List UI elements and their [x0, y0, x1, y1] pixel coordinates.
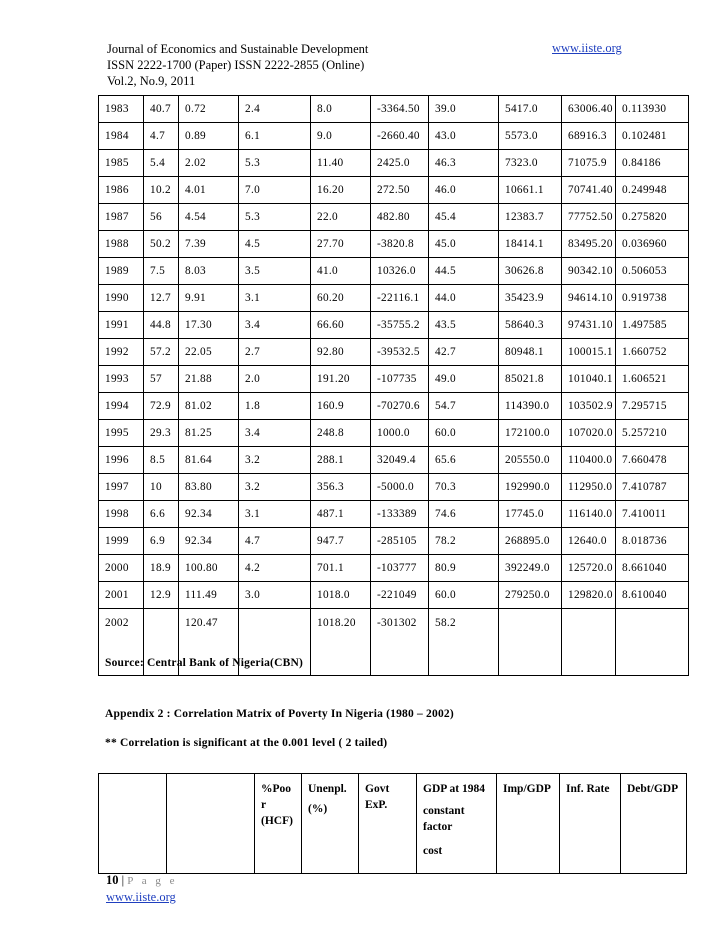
table-cell: 57.2 — [144, 339, 179, 366]
table-cell: 49.0 — [429, 366, 499, 393]
table-cell: 83.80 — [179, 474, 239, 501]
table-cell: 1998 — [99, 501, 144, 528]
table-cell: 16.20 — [311, 177, 371, 204]
table-cell: 0.036960 — [616, 231, 689, 258]
table-cell: 114390.0 — [499, 393, 562, 420]
table-row — [99, 555, 689, 582]
table-cell: 77752.50 — [562, 204, 616, 231]
appendix-title: Appendix 2 : Correlation Matrix of Poverty In Nigeria (1980 – 2002) — [105, 708, 454, 720]
table-cell: 54.7 — [429, 393, 499, 420]
table-row — [99, 339, 689, 366]
table-cell: 12383.7 — [499, 204, 562, 231]
table-cell: 3.0 — [239, 582, 311, 609]
table-cell: 92.80 — [311, 339, 371, 366]
table-cell: 5.4 — [144, 150, 179, 177]
corr-empty-cell — [167, 774, 255, 874]
table-cell: -133389 — [371, 501, 429, 528]
table-row — [99, 204, 689, 231]
table-cell: 1.497585 — [616, 312, 689, 339]
table-cell — [616, 609, 689, 676]
table-cell: 268895.0 — [499, 528, 562, 555]
table-cell: 3.2 — [239, 474, 311, 501]
table-row — [99, 393, 689, 420]
table-cell: 0.275820 — [616, 204, 689, 231]
table-cell: 0.113930 — [616, 96, 689, 123]
source-note: Source: Central Bank of Nigeria(CBN) — [105, 657, 303, 669]
table-cell: 29.3 — [144, 420, 179, 447]
table-cell: 1018.20 — [311, 609, 371, 676]
table-cell: 4.7 — [144, 123, 179, 150]
table-cell: 0.249948 — [616, 177, 689, 204]
table-cell: 3.5 — [239, 258, 311, 285]
table-cell: 60.20 — [311, 285, 371, 312]
table-cell: 46.0 — [429, 177, 499, 204]
table-cell: 1997 — [99, 474, 144, 501]
table-cell: 248.8 — [311, 420, 371, 447]
table-cell: 1995 — [99, 420, 144, 447]
table-cell: 7.0 — [239, 177, 311, 204]
table-cell: 81.25 — [179, 420, 239, 447]
table-cell: 279250.0 — [499, 582, 562, 609]
table-cell: 12640.0 — [562, 528, 616, 555]
table-cell: 1989 — [99, 258, 144, 285]
table-cell: 2.0 — [239, 366, 311, 393]
table-cell: 8.018736 — [616, 528, 689, 555]
table-cell: 58.2 — [429, 609, 499, 676]
table-cell: 2.4 — [239, 96, 311, 123]
table-cell: 44.5 — [429, 258, 499, 285]
table-cell: 2002 — [99, 609, 144, 676]
table-cell: 5.257210 — [616, 420, 689, 447]
table-cell: 4.7 — [239, 528, 311, 555]
correlation-header-row — [99, 774, 687, 874]
table-cell: 1.660752 — [616, 339, 689, 366]
table-cell: 1.8 — [239, 393, 311, 420]
table-cell: 487.1 — [311, 501, 371, 528]
table-cell: 97431.10 — [562, 312, 616, 339]
table-cell: 172100.0 — [499, 420, 562, 447]
table-cell: 60.0 — [429, 420, 499, 447]
table-cell: 4.01 — [179, 177, 239, 204]
table-cell: 6.6 — [144, 501, 179, 528]
table-cell: 1994 — [99, 393, 144, 420]
corr-header-inf-rate: Inf. Rate — [560, 774, 621, 874]
table-cell: -70270.6 — [371, 393, 429, 420]
journal-header — [107, 41, 368, 89]
corr-header-unemployment: Unenpl. (%) — [302, 774, 359, 874]
table-cell: 72.9 — [144, 393, 179, 420]
table-cell: 22.05 — [179, 339, 239, 366]
corr-header-poverty: %Poo r (HCF) — [255, 774, 302, 874]
table-cell: 356.3 — [311, 474, 371, 501]
table-cell — [562, 609, 616, 676]
table-cell: 3.1 — [239, 285, 311, 312]
table-cell: 125720.0 — [562, 555, 616, 582]
table-cell: 205550.0 — [499, 447, 562, 474]
table-cell: 12.9 — [144, 582, 179, 609]
table-cell: 80948.1 — [499, 339, 562, 366]
table-cell: 2425.0 — [371, 150, 429, 177]
table-cell: 1.606521 — [616, 366, 689, 393]
table-row — [99, 420, 689, 447]
page-label: P a g e — [127, 875, 178, 887]
table-cell: 11.40 — [311, 150, 371, 177]
table-cell: 2.7 — [239, 339, 311, 366]
table-cell: 1991 — [99, 312, 144, 339]
table-cell: 18.9 — [144, 555, 179, 582]
table-cell: 30626.8 — [499, 258, 562, 285]
volume-line: Vol.2, No.9, 2011 — [107, 74, 196, 88]
table-cell: 41.0 — [311, 258, 371, 285]
table-cell: -103777 — [371, 555, 429, 582]
table-cell: 83495.20 — [562, 231, 616, 258]
table-cell: 100.80 — [179, 555, 239, 582]
table-cell: 50.2 — [144, 231, 179, 258]
table-cell: 43.5 — [429, 312, 499, 339]
table-cell: 288.1 — [311, 447, 371, 474]
table-cell: 110400.0 — [562, 447, 616, 474]
header-website-link[interactable]: www.iiste.org — [552, 41, 622, 55]
table-cell: 9.91 — [179, 285, 239, 312]
table-cell: 81.64 — [179, 447, 239, 474]
table-cell: 18414.1 — [499, 231, 562, 258]
table-cell: 5417.0 — [499, 96, 562, 123]
table-cell: -107735 — [371, 366, 429, 393]
table-cell: 7.295715 — [616, 393, 689, 420]
table-cell: 2.02 — [179, 150, 239, 177]
table-cell: -285105 — [371, 528, 429, 555]
table-cell: 57 — [144, 366, 179, 393]
table-cell: 2000 — [99, 555, 144, 582]
table-cell: 4.54 — [179, 204, 239, 231]
table-cell: -39532.5 — [371, 339, 429, 366]
table-cell: 12.7 — [144, 285, 179, 312]
table-cell: 32049.4 — [371, 447, 429, 474]
table-cell: 10 — [144, 474, 179, 501]
table-cell: 21.88 — [179, 366, 239, 393]
corr-header-debt-gdp: Debt/GDP — [621, 774, 687, 874]
table-cell: 46.3 — [429, 150, 499, 177]
table-cell: 101040.1 — [562, 366, 616, 393]
table-cell: 7.5 — [144, 258, 179, 285]
table-cell: 85021.8 — [499, 366, 562, 393]
table-cell: -2660.40 — [371, 123, 429, 150]
table-cell: 0.102481 — [616, 123, 689, 150]
table-cell: 78.2 — [429, 528, 499, 555]
table-cell: 71075.9 — [562, 150, 616, 177]
table-cell: 0.84186 — [616, 150, 689, 177]
table-cell: 111.49 — [179, 582, 239, 609]
table-row — [99, 528, 689, 555]
table-cell: 0.72 — [179, 96, 239, 123]
table-row — [99, 366, 689, 393]
table-cell: 7.410787 — [616, 474, 689, 501]
table-cell: 192990.0 — [499, 474, 562, 501]
table-cell: 3.1 — [239, 501, 311, 528]
table-row — [99, 501, 689, 528]
table-cell: 27.70 — [311, 231, 371, 258]
table-cell: 92.34 — [179, 528, 239, 555]
table-cell: 39.0 — [429, 96, 499, 123]
data-table — [98, 95, 689, 676]
table-cell: 8.03 — [179, 258, 239, 285]
table-cell: 3.2 — [239, 447, 311, 474]
table-cell: 1987 — [99, 204, 144, 231]
table-cell: -301302 — [371, 609, 429, 676]
table-cell: -22116.1 — [371, 285, 429, 312]
table-cell: 701.1 — [311, 555, 371, 582]
table-cell: -35755.2 — [371, 312, 429, 339]
footer-separator: | — [118, 873, 128, 887]
table-cell: -3364.50 — [371, 96, 429, 123]
footer-website-link[interactable]: www.iiste.org — [106, 890, 176, 904]
corr-header-imp-gdp: Imp/GDP — [497, 774, 560, 874]
table-cell: 10326.0 — [371, 258, 429, 285]
table-cell: -3820.8 — [371, 231, 429, 258]
table-cell: 8.5 — [144, 447, 179, 474]
table-row — [99, 285, 689, 312]
table-cell: 103502.9 — [562, 393, 616, 420]
table-cell: 1986 — [99, 177, 144, 204]
table-row — [99, 123, 689, 150]
table-cell: 3.4 — [239, 420, 311, 447]
table-cell: 90342.10 — [562, 258, 616, 285]
table-cell: 68916.3 — [562, 123, 616, 150]
table-cell: 7.660478 — [616, 447, 689, 474]
table-cell: 8.661040 — [616, 555, 689, 582]
table-cell: 1000.0 — [371, 420, 429, 447]
table-cell: 56 — [144, 204, 179, 231]
table-cell — [499, 609, 562, 676]
table-cell: 6.1 — [239, 123, 311, 150]
table-cell: 70.3 — [429, 474, 499, 501]
table-cell: 63006.40 — [562, 96, 616, 123]
table-row — [99, 474, 689, 501]
table-cell: 10661.1 — [499, 177, 562, 204]
corr-header-gdp: GDP at 1984 constant factor cost — [417, 774, 497, 874]
table-cell: 1999 — [99, 528, 144, 555]
table-cell: 3.4 — [239, 312, 311, 339]
correlation-table — [98, 773, 687, 874]
table-cell: 35423.9 — [499, 285, 562, 312]
table-row — [99, 177, 689, 204]
significance-note: ** Correlation is significant at the 0.001 level ( 2 tailed) — [105, 737, 388, 749]
table-cell: 44.0 — [429, 285, 499, 312]
table-cell: 5.3 — [239, 204, 311, 231]
table-cell: 17745.0 — [499, 501, 562, 528]
table-cell: 0.89 — [179, 123, 239, 150]
corr-header-govt-expenditure: Govt ExP. — [359, 774, 417, 874]
journal-title: Journal of Economics and Sustainable Development — [107, 42, 369, 56]
table-cell: 74.6 — [429, 501, 499, 528]
page-footer — [106, 872, 178, 905]
table-cell: 7323.0 — [499, 150, 562, 177]
table-cell: 1983 — [99, 96, 144, 123]
table-cell: 58640.3 — [499, 312, 562, 339]
table-cell: 1990 — [99, 285, 144, 312]
table-cell: 116140.0 — [562, 501, 616, 528]
table-cell: 7.39 — [179, 231, 239, 258]
table-cell: 1984 — [99, 123, 144, 150]
table-cell: 160.9 — [311, 393, 371, 420]
table-cell: -5000.0 — [371, 474, 429, 501]
table-cell: 2001 — [99, 582, 144, 609]
table-cell: 8.610040 — [616, 582, 689, 609]
table-cell: 129820.0 — [562, 582, 616, 609]
table-cell: 4.2 — [239, 555, 311, 582]
table-row — [99, 582, 689, 609]
table-cell: 100015.1 — [562, 339, 616, 366]
table-cell: 5573.0 — [499, 123, 562, 150]
table-cell: -221049 — [371, 582, 429, 609]
table-cell: 81.02 — [179, 393, 239, 420]
table-cell: 45.0 — [429, 231, 499, 258]
table-cell: 1988 — [99, 231, 144, 258]
table-cell: 392249.0 — [499, 555, 562, 582]
table-cell: 1996 — [99, 447, 144, 474]
table-cell: 0.919738 — [616, 285, 689, 312]
table-cell: 482.80 — [371, 204, 429, 231]
table-cell: 191.20 — [311, 366, 371, 393]
page-number: 10 — [106, 873, 119, 887]
table-cell: 5.3 — [239, 150, 311, 177]
table-row — [99, 150, 689, 177]
table-cell: 1018.0 — [311, 582, 371, 609]
table-cell: 947.7 — [311, 528, 371, 555]
table-cell: 1992 — [99, 339, 144, 366]
table-cell: 66.60 — [311, 312, 371, 339]
table-cell: 22.0 — [311, 204, 371, 231]
table-cell: 112950.0 — [562, 474, 616, 501]
table-cell: 42.7 — [429, 339, 499, 366]
table-row — [99, 96, 689, 123]
table-cell: 80.9 — [429, 555, 499, 582]
table-row — [99, 231, 689, 258]
table-cell: 4.5 — [239, 231, 311, 258]
table-cell: 1993 — [99, 366, 144, 393]
table-cell: 1985 — [99, 150, 144, 177]
table-cell: 9.0 — [311, 123, 371, 150]
table-cell: 7.410011 — [616, 501, 689, 528]
table-cell: 70741.40 — [562, 177, 616, 204]
table-cell: 60.0 — [429, 582, 499, 609]
table-cell: 44.8 — [144, 312, 179, 339]
table-row — [99, 312, 689, 339]
table-cell: 94614.10 — [562, 285, 616, 312]
table-row — [99, 258, 689, 285]
table-cell: 107020.0 — [562, 420, 616, 447]
table-row — [99, 447, 689, 474]
table-cell: 43.0 — [429, 123, 499, 150]
table-cell: 45.4 — [429, 204, 499, 231]
table-cell: 0.506053 — [616, 258, 689, 285]
table-cell: 65.6 — [429, 447, 499, 474]
corr-empty-cell — [99, 774, 167, 874]
table-cell: 92.34 — [179, 501, 239, 528]
table-cell: 120.47 — [179, 609, 239, 676]
table-cell: 6.9 — [144, 528, 179, 555]
table-cell: 272.50 — [371, 177, 429, 204]
issn-line: ISSN 2222-1700 (Paper) ISSN 2222-2855 (Online) — [107, 58, 365, 72]
table-cell: 10.2 — [144, 177, 179, 204]
table-cell: 17.30 — [179, 312, 239, 339]
table-cell: 8.0 — [311, 96, 371, 123]
table-cell: 40.7 — [144, 96, 179, 123]
